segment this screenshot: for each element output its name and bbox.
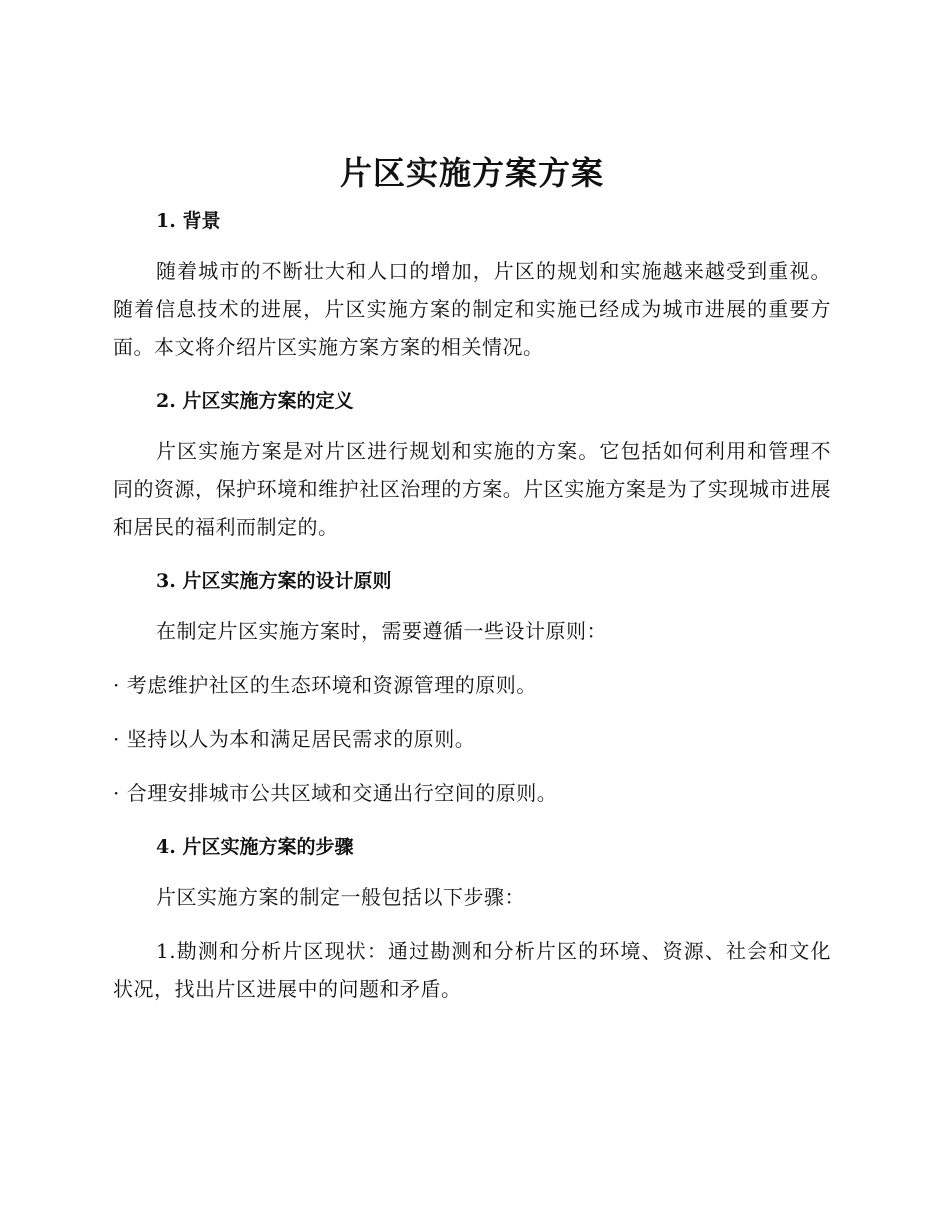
principle-bullet-1: · 考虑维护社区的生态环境和资源管理的原则。: [113, 673, 537, 697]
principle-bullet-3: · 合理安排城市公共区域和交通出行空间的原则。: [113, 781, 558, 805]
steps-intro: 片区实施方案的制定一般包括以下步骤：: [156, 885, 525, 909]
document-title: 片区实施方案方案: [339, 154, 604, 192]
section-heading-background: 1. 背景: [156, 210, 221, 232]
background-paragraph: 随着城市的不断壮大和人口的增加，片区的规划和实施越来越受到重视。随着信息技术的进展，片区实施方案的制定和实施已经成为城市进展的重要方面。本文将介绍片区实施方案方案的相关情况。: [113, 259, 831, 359]
section-heading-steps: 4. 片区实施方案的步骤: [156, 836, 354, 858]
principles-intro: 在制定片区实施方案时，需要遵循一些设计原则：: [156, 619, 607, 643]
step-1-paragraph: 1.勘测和分析片区现状：通过勘测和分析片区的环境、资源、社会和文化状况，找出片区进展中的问题和矛盾。: [113, 939, 831, 1001]
principle-bullet-2: · 坚持以人为本和满足居民需求的原则。: [113, 727, 476, 751]
section-heading-definition: 2. 片区实施方案的定义: [156, 390, 354, 412]
section-heading-principles: 3. 片区实施方案的设计原则: [156, 570, 392, 592]
definition-paragraph: 片区实施方案是对片区进行规划和实施的方案。它包括如何利用和管理不同的资源，保护环境和维护社区治理的方案。片区实施方案是为了实现城市进展和居民的福利而制定的。: [113, 439, 831, 539]
document-page: [113, 148, 831, 1008]
